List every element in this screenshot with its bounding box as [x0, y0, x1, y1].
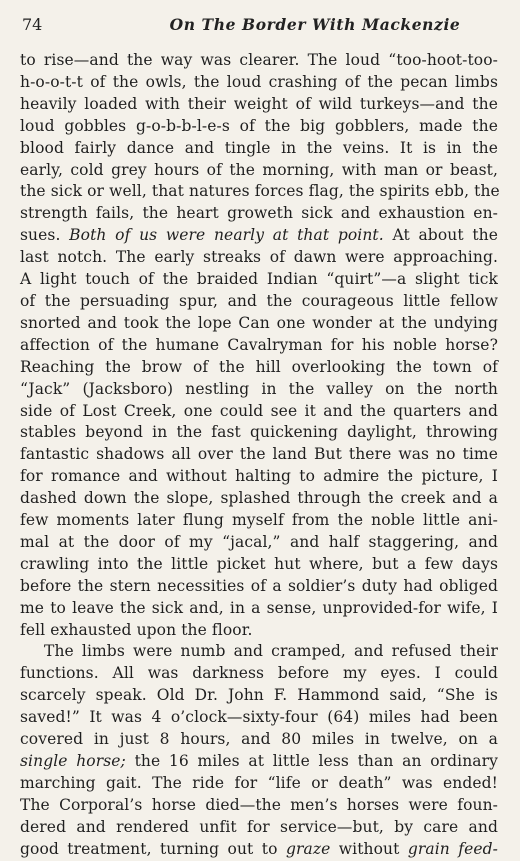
text-fragment: the 16 miles at little less than an ordinary: [134, 752, 499, 770]
text-line: me to leave the sick and, in a sense, unprovided-for wife, I: [20, 598, 498, 617]
text-line: fell exhausted upon the floor.: [20, 620, 253, 639]
text-line: The Corporal’s horse died—the men’s horses were foun-: [20, 795, 498, 814]
text-line: [20, 839, 498, 861]
text-line: h-o-o-t-t of the owls, the loud crashing of the pecan limbs: [20, 72, 498, 91]
text-line: dered and rendered unfit for service—but, by care and: [20, 817, 498, 836]
text-line: crawling into the little picket hut where, but a few days: [20, 554, 498, 573]
text-line: loud gobbles g-o-b-b-l-e-s of the big gobblers, made the: [20, 116, 498, 135]
text-line: snorted and took the lope Can one wonder at the undying: [20, 313, 498, 332]
text-line: for romance and without halting to admire the picture, I: [20, 467, 498, 486]
text-line: fantastic shadows all over the land But there was no time: [20, 445, 498, 464]
text-line: dashed down the slope, splashed through the creek and a: [20, 489, 498, 508]
text-line: early, cold grey hours of the morning, with man or beast,: [20, 160, 498, 179]
text-line: stables beyond in the fast quickening daylight, throwing: [20, 423, 498, 442]
page-header: [22, 14, 498, 36]
text-line: [20, 225, 498, 247]
text-fragment: At about the: [392, 226, 499, 245]
text-line: [20, 751, 498, 773]
text-line: strength fails, the heart groweth sick and exhaustion en-: [20, 204, 498, 223]
text-line: heavily loaded with their weight of wild turkeys—and the: [20, 94, 498, 113]
text-line: mal at the door of my “jacal,” and half staggering, and: [20, 532, 498, 551]
text-line: the sick or well, that natures forces flag, the spirits ebb, the: [20, 182, 500, 201]
page-number: 74: [22, 15, 43, 34]
text-line: saved!” It was 4 o’clock—sixty-four (64) miles had been: [20, 708, 498, 727]
italic-text: single horse;: [20, 752, 126, 770]
running-title: On The Border With Mackenzie: [169, 15, 461, 34]
text-line: A light touch of the braided Indian “quirt”—a slight tick: [20, 270, 498, 289]
text-line: functions. All was darkness before my eyes. I could: [20, 664, 498, 683]
text-line: of the persuading spur, and the courageous little fellow: [20, 291, 498, 310]
italic-text: graze: [285, 839, 331, 858]
text-line: “Jack” (Jacksboro) nestling in the valley on the north: [20, 379, 498, 398]
text-fragment: without: [338, 839, 400, 858]
text-line: The limbs were numb and cramped, and refused their: [44, 642, 498, 661]
text-line: blood fairly dance and tingle in the veins. It is in the: [20, 138, 498, 157]
text-fragment: sues.: [20, 226, 61, 245]
text-line: last notch. The early streaks of dawn were approaching.: [20, 248, 498, 267]
italic-text: Both of us were nearly at that point.: [69, 226, 384, 245]
text-line: few moments later flung myself from the noble little ani-: [20, 511, 498, 530]
italic-text: grain feed-: [407, 839, 499, 858]
text-line: marching gait. The ride for “life or death” was ended!: [20, 773, 498, 792]
text-line: before the stern necessities of a soldier’s duty had obliged: [20, 576, 498, 595]
text-line: affection of the humane Cavalryman for his noble horse?: [20, 335, 498, 354]
body-text: [20, 50, 498, 861]
text-line: side of Lost Creek, one could see it and the quarters and: [20, 401, 498, 420]
text-line: covered in just 8 hours, and 80 miles in twelve, on a: [20, 730, 498, 749]
text-line: scarcely speak. Old Dr. John F. Hammond said, “She is: [20, 686, 498, 705]
text-line: Reaching the brow of the hill overlooking the town of: [20, 357, 498, 376]
text-fragment: good treatment, turning out to: [20, 839, 278, 858]
text-line: to rise—and the way was clearer. The loud “too-hoot-too-: [20, 51, 498, 69]
